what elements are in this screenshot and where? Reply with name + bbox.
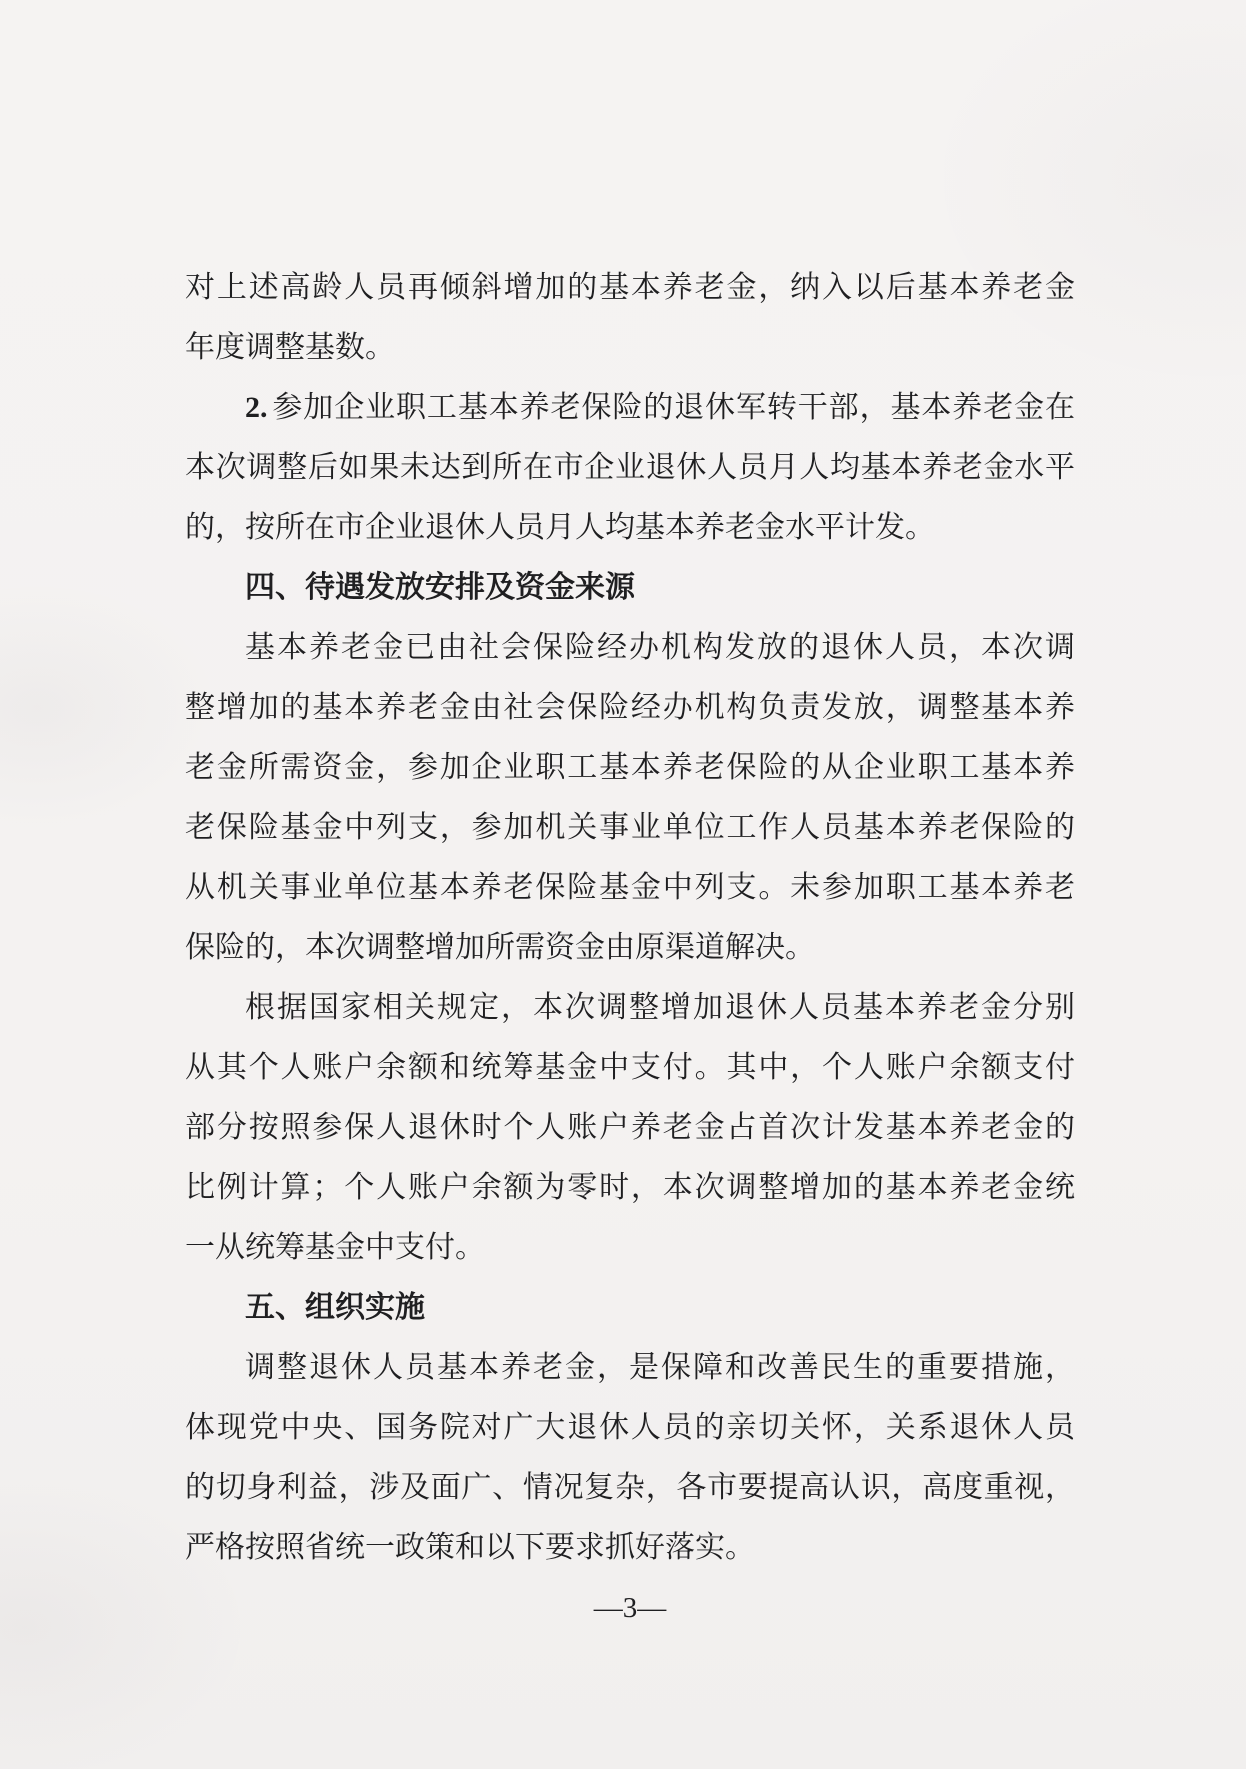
text-line <box>185 618 1075 678</box>
line-text: 老金所需资金，参加企业职工基本养老保险的从企业职工基本养 <box>185 751 1075 784</box>
text-line <box>185 258 1075 318</box>
text-line <box>185 678 1075 738</box>
line-text: 根据国家相关规定，本次调整增加退休人员基本养老金分别 <box>245 991 1075 1024</box>
text-line <box>185 918 1075 978</box>
line-text: 的，按所在市企业退休人员月人均基本养老金水平计发。 <box>185 511 935 544</box>
line-text: 五、组织实施 <box>245 1291 425 1324</box>
line-text: 从机关事业单位基本养老保险基金中列支。未参加职工基本养老 <box>185 871 1075 904</box>
text-line <box>185 738 1075 798</box>
text-line <box>185 1398 1075 1458</box>
text-line <box>185 1338 1075 1398</box>
text-line <box>185 378 1075 438</box>
line-text: 对上述高龄人员再倾斜增加的基本养老金，纳入以后基本养老金 <box>185 271 1075 304</box>
line-text: 保险的，本次调整增加所需资金由原渠道解决。 <box>185 931 815 964</box>
line-text: 从其个人账户余额和统筹基金中支付。其中，个人账户余额支付 <box>185 1051 1075 1084</box>
line-text: 参加企业职工基本养老保险的退休军转干部，基本养老金在 <box>271 391 1075 424</box>
text-line <box>185 318 1075 378</box>
document-body <box>185 258 1075 1578</box>
text-line <box>185 438 1075 498</box>
line-text: 老保险基金中列支，参加机关事业单位工作人员基本养老保险的 <box>185 811 1075 844</box>
line-text: 本次调整后如果未达到所在市企业退休人员月人均基本养老金水平 <box>185 451 1075 484</box>
line-text: 体现党中央、国务院对广大退休人员的亲切关怀，关系退休人员 <box>185 1411 1075 1444</box>
text-line <box>185 978 1075 1038</box>
text-line <box>185 1518 1075 1578</box>
section-heading <box>185 558 1075 618</box>
page-number: —3— <box>593 1592 667 1624</box>
line-text: 整增加的基本养老金由社会保险经办机构负责发放，调整基本养 <box>185 691 1075 724</box>
section-heading <box>185 1278 1075 1338</box>
text-line <box>185 1098 1075 1158</box>
line-text: 年度调整基数。 <box>185 331 395 364</box>
text-line <box>185 858 1075 918</box>
text-line <box>185 1458 1075 1518</box>
line-text: 比例计算；个人账户余额为零时，本次调整增加的基本养老金统 <box>185 1171 1075 1204</box>
text-line <box>185 1158 1075 1218</box>
line-text: 严格按照省统一政策和以下要求抓好落实。 <box>185 1531 755 1564</box>
line-text: 一从统筹基金中支付。 <box>185 1231 485 1264</box>
text-line <box>185 1038 1075 1098</box>
line-text: 部分按照参保人退休时个人账户养老金占首次计发基本养老金的 <box>185 1111 1075 1144</box>
line-text: 的切身利益，涉及面广、情况复杂，各市要提高认识，高度重视， <box>185 1471 1075 1504</box>
text-line <box>185 498 1075 558</box>
text-line <box>185 798 1075 858</box>
line-text: 调整退休人员基本养老金，是保障和改善民生的重要措施， <box>245 1351 1075 1384</box>
text-line <box>185 1218 1075 1278</box>
line-text: 四、待遇发放安排及资金来源 <box>245 571 635 604</box>
line-text: 基本养老金已由社会保险经办机构发放的退休人员，本次调 <box>245 631 1075 664</box>
list-number: 2. <box>245 391 268 424</box>
